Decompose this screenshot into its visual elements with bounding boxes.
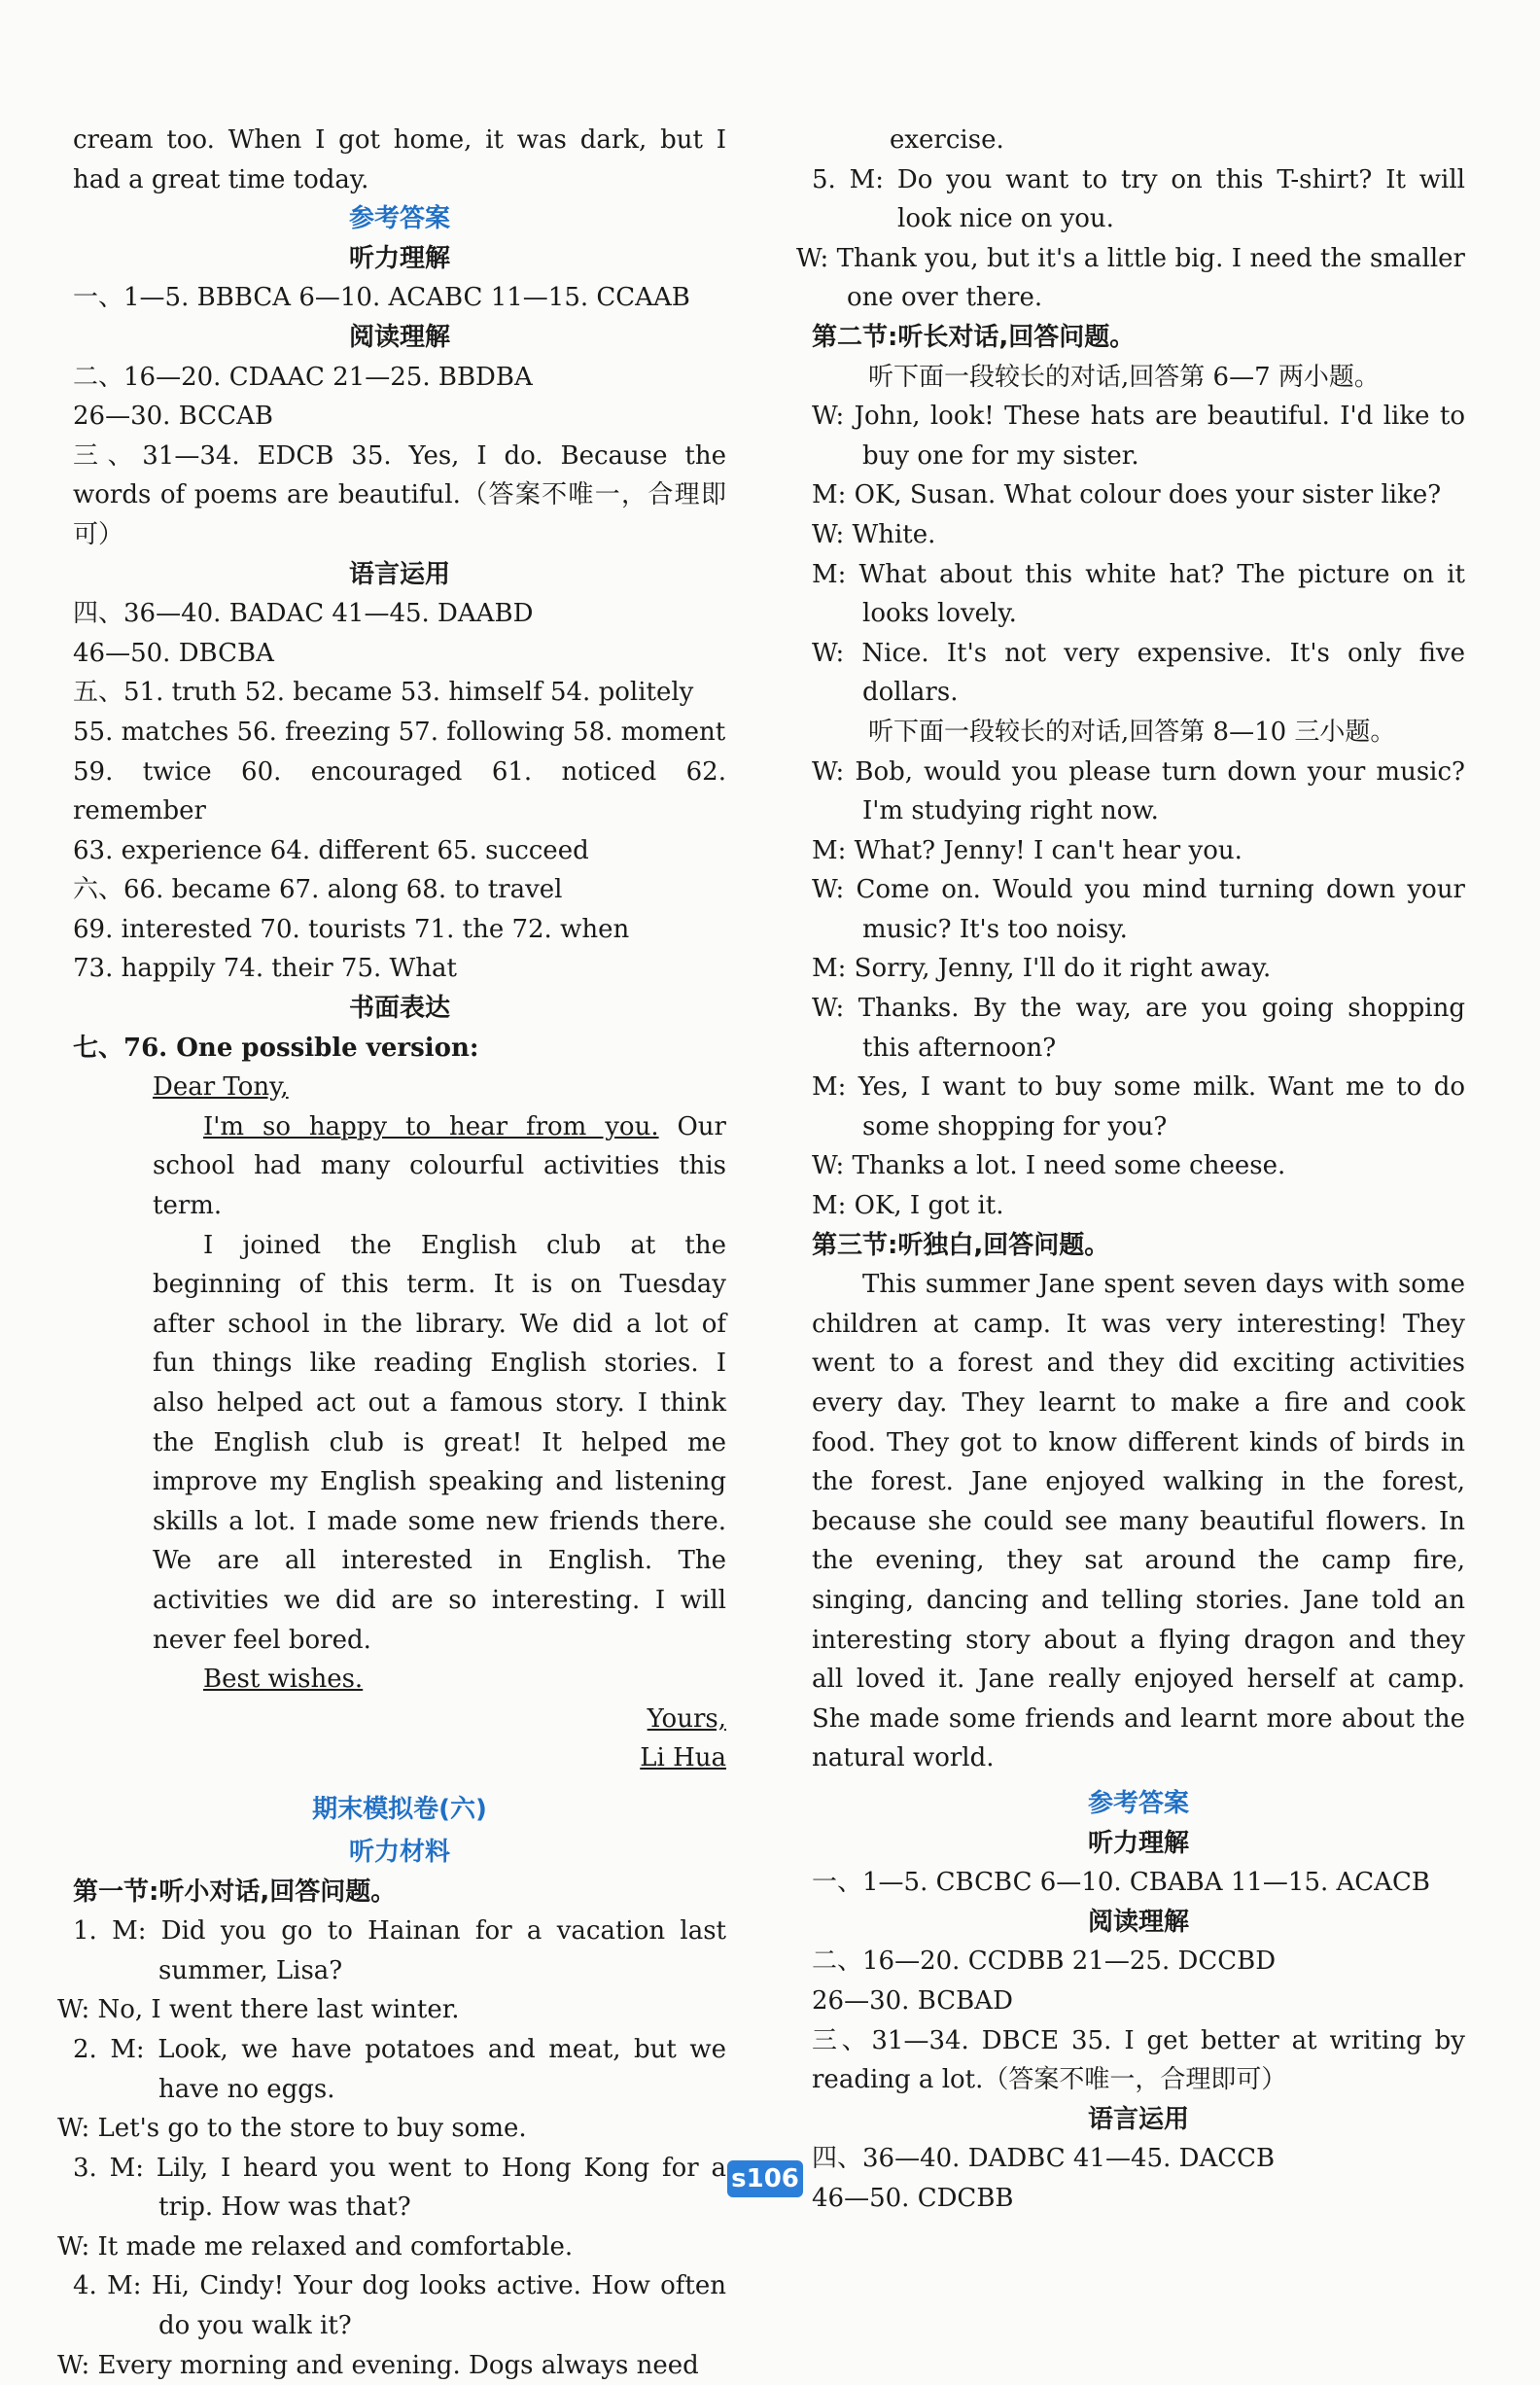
exam-title: 期末模拟卷(六) [312, 1794, 487, 1824]
answer-heading: 参考答案 [1087, 1788, 1189, 1818]
monologue-text: This summer Jane spent seven days with some children at camp. It was very interesting! They went to a forest and they did exciting activities every day. They learnt to make a fire and cook food. They got to know different kinds of birds in the forest. Jane enjoyed walking in the forest, because she could see many beautiful flowers. In the evening, they sat around the camp fire, singing, dancing and telling stories. Jane told an interesting story about a flying dragon and they all loved it. Jane really enjoyed herself at camp. She made some friends and learnt more about the natural world. [812, 1270, 1465, 1773]
dialogue-line: W: Thanks a lot. I need some cheese. [812, 1151, 1286, 1181]
dialogue-line: M: Sorry, Jenny, I'll do it right away. [812, 954, 1272, 984]
section-heading: 第三节:听独白,回答问题。 [812, 1230, 1110, 1260]
answer-line: 二、16—20. CCDBB 21—25. DCCBD [812, 1947, 1277, 1977]
letter-closing: Best wishes. [203, 1665, 364, 1695]
answer-line: 三、31—34. DBCE 35. I get better at writing by reading a lot.（答案不唯一，合理即可） [812, 2025, 1465, 2095]
instruction-note: 听下面一段较长的对话,回答第 8—10 三小题。 [868, 717, 1396, 747]
material-heading: 听力材料 [348, 1837, 450, 1867]
answer-line: 四、36—40. BADAC 41—45. DAABD [73, 599, 534, 629]
answer-line: 46—50. CDCBB [812, 2183, 1014, 2213]
dialogue-continuation: exercise. [890, 125, 1004, 155]
letter-signature: Li Hua [640, 1743, 726, 1773]
answer-line: 四、36—40. DADBC 41—45. DACCB [812, 2144, 1276, 2174]
answer-line: 七、76. One possible version: [73, 1033, 479, 1063]
dialogue-line: 3. M: Lily, I heard you went to Hong Kong for a trip. How was that? [73, 2153, 726, 2223]
answer-line: 63. experience 64. different 65. succeed [73, 835, 589, 865]
dialogue-line: W: Nice. It's not very expensive. It's only five dollars. [812, 638, 1465, 708]
letter-yours: Yours, [647, 1703, 726, 1734]
letter-opening: I'm so happy to hear from you. [203, 1111, 659, 1141]
dialogue-line: M: What? Jenny! I can't hear you. [812, 835, 1242, 865]
dialogue-line: M: OK, Susan. What colour does your sister like? [812, 480, 1442, 510]
dialogue-line: M: What about this white hat? The picture on it looks lovely. [812, 559, 1465, 629]
answer-line: 26—30. BCBAD [812, 1985, 1013, 2016]
dialogue-line: W: It made me relaxed and comfortable. [57, 2231, 574, 2262]
answer-line: 一、1—5. BBBCA 6—10. ACABC 11—15. CCAAB [73, 283, 690, 313]
letter-opening-rest: Our school had many colourful activities this term. [153, 1111, 726, 1221]
dialogue-line: 5. M: Do you want to try on this T-shirt? It will look nice on you. [812, 164, 1465, 234]
sample-letter [73, 1068, 726, 1778]
dialogue-line: 1. M: Did you go to Hainan for a vacation last summer, Lisa? [73, 1916, 726, 1985]
instruction-note: 听下面一段较长的对话,回答第 6—7 两小题。 [868, 362, 1380, 392]
language-heading: 语言运用 [1087, 2104, 1189, 2134]
answer-line: 69. interested 70. tourists 71. the 72. when [73, 914, 630, 944]
dialogue-line: W: Come on. Would you mind turning down your music? It's too noisy. [812, 875, 1465, 944]
right-column [796, 121, 1465, 2218]
answer-line: 73. happily 74. their 75. What [73, 954, 457, 984]
answer-heading: 参考答案 [348, 204, 450, 234]
dialogue-line: W: Thanks. By the way, are you going shopping this afternoon? [812, 994, 1465, 1063]
dialogue-line: M: OK, I got it. [812, 1191, 1004, 1221]
dialogue-line: W: Let's go to the store to buy some. [57, 2114, 527, 2144]
answer-line: 三、31—34. EDCB 35. Yes, I do. Because the words of poems are beautiful.（答案不唯一，合理即可） [73, 440, 726, 549]
letter-paragraph [153, 1107, 726, 1226]
writing-heading: 书面表达 [348, 994, 450, 1024]
dialogue-line: 2. M: Look, we have potatoes and meat, but we have no eggs. [73, 2034, 726, 2104]
intro-text: cream too. When I got home, it was dark, but I had a great time today. [73, 125, 726, 194]
answer-line: 五、51. truth 52. became 53. himself 54. politely [73, 678, 694, 708]
listening-heading: 听力理解 [1087, 1828, 1189, 1858]
section-heading: 第二节:听长对话,回答问题。 [812, 322, 1136, 352]
dialogue-line: W: Bob, would you please turn down your music? I'm studying right now. [812, 756, 1465, 826]
page-number-badge: s106 [727, 2160, 803, 2197]
section-heading: 第一节:听小对话,回答问题。 [73, 1876, 397, 1907]
dialogue-line: 4. M: Hi, Cindy! Your dog looks active. How often do you walk it? [73, 2271, 726, 2341]
reading-heading: 阅读理解 [1087, 1907, 1189, 1937]
answer-line: 26—30. BCCAB [73, 402, 273, 432]
answer-line: 一、1—5. CBCBC 6—10. CBABA 11—15. ACACB [812, 1868, 1430, 1898]
dialogue-line: W: No, I went there last winter. [57, 1995, 460, 2025]
answer-line: 46—50. DBCBA [73, 638, 274, 668]
dialogue-line: W: White. [812, 519, 936, 549]
dialogue-line: W: Thank you, but it's a little big. I need the smaller one over there. [796, 243, 1465, 313]
answer-line: 二、16—20. CDAAC 21—25. BBDBA [73, 362, 533, 392]
answer-line: 六、66. became 67. along 68. to travel [73, 875, 563, 905]
dialogue-line: W: Every morning and evening. Dogs always need [57, 2350, 699, 2380]
letter-greeting: Dear Tony, [153, 1072, 289, 1103]
dialogue-line: W: John, look! These hats are beautiful. I'd like to buy one for my sister. [812, 402, 1465, 471]
letter-paragraph: I joined the English club at the beginning of this term. It is on Tuesday after school in the library. We did a lot of fun things like reading English stories. I also helped act out a famous story. I think the English club is great! It helped me improve my English speaking and listening skills a lot. I made some new friends there. We are all interested in English. The activities we did are so interesting. I will never feel bored. [153, 1230, 726, 1655]
language-heading: 语言运用 [348, 559, 450, 589]
listening-heading: 听力理解 [348, 243, 450, 273]
reading-heading: 阅读理解 [348, 322, 450, 352]
answer-line: 55. matches 56. freezing 57. following 58. moment [73, 717, 726, 747]
left-column [57, 121, 726, 2385]
answer-line: 59. twice 60. encouraged 61. noticed 62. remember [73, 756, 726, 826]
dialogue-line: M: Yes, I want to buy some milk. Want me to do some shopping for you? [812, 1072, 1465, 1141]
